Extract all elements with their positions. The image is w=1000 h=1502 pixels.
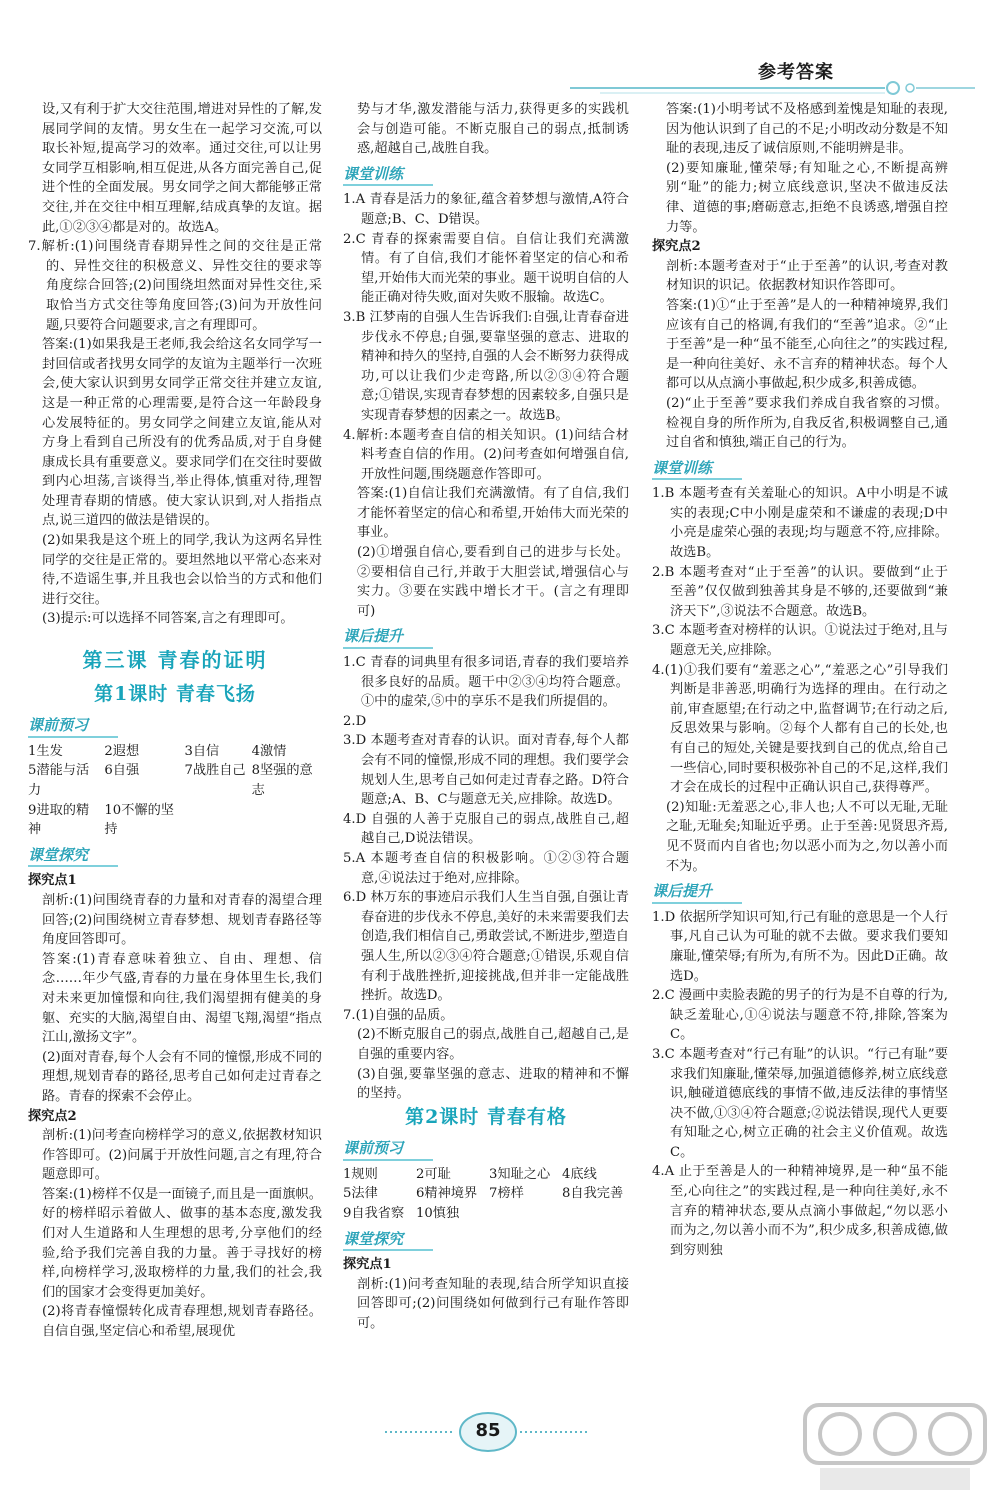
- paragraph: 剖析:(1)问围绕青春的力量和对青春的渴望合理回答;(2)问围绕树立青春梦想、规划青春路径等角度回答即可。: [42, 892, 322, 948]
- paragraph: (3)提示:可以选择不同答案,言之有理即可。: [42, 611, 294, 627]
- paragraph: 答案:(1)①“止于至善”是人的一种精神境界,我们应该有自己的格调,有我们的“至善”追求。②“止于至善”是一种“虽不能至,心向往之”的实践过程,是一种向往美好、永不言弃的精神状态。每个人都可以从点滴小事做起,积少成多,积善成德。: [666, 297, 948, 392]
- watermark-stamp-icon: [800, 1400, 990, 1495]
- paragraph: 4.A 止于至善是人的一种精神境界,是一种“虽不能至,心向往之”的实践过程,是一种向往美好,永不言弃的精神状态,要从点滴小事做起,“勿以恶小而为之,勿以善小而不为”,积少成多,积善成德,做到穷则独: [652, 1164, 948, 1258]
- paragraph: 2.D: [343, 713, 367, 729]
- column-2: [343, 100, 629, 1334]
- paragraph: 答案:(1)小明考试不及格感到羞愧是知耻的表现,因为他认识到了自己的不足;小明改动分数是不知耻的表现,违反了诚信原则,不能明辨是非。: [666, 102, 948, 157]
- header-title: 参考答案: [758, 62, 834, 83]
- preview-item: 3知耻之心: [489, 1166, 551, 1182]
- paragraph: 4.(1)①我们要有“羞恶之心”,“羞恶之心”引导我们判断是非善恶,明确行为选择的理由。在行动之前,审查愿望;在行动之中,监督调节;在行动之后,反思效果与影响。②每个人都有自己的长处,也有自己的短处,关键是要找到自己的优点,给自己一些信心,同时要积极弥补自己的不足,这样,我们才会在成长的过程中正确认识自己,获得尊严。: [652, 662, 948, 796]
- lesson-title: 第三课 青春的证明: [82, 648, 268, 673]
- section-heading: 课前预习: [343, 1139, 433, 1161]
- preview-item: 4底线: [562, 1166, 597, 1182]
- page-number: 85: [475, 1420, 501, 1441]
- paragraph: (2)要知廉耻,懂荣辱;有知耻之心,不断提高辨别“耻”的能力;树立底线意识,坚决不做违反法律、道德的事;磨砺意志,拒绝不良诱惑,增强自控力等。: [666, 160, 948, 235]
- watermark-logo: [800, 1400, 990, 1495]
- section-heading: 课后提升: [343, 627, 433, 649]
- period-title: 第1课时 青春飞扬: [94, 682, 256, 705]
- paragraph: 答案:(1)青春意味着独立、自由、理想、信念……年少气盛,青春的力量在身体里生长,我们对未来更加憧憬和向往,我们渴望拥有健美的身躯、充实的大脑,渴望自由、渴望飞翔,渴望“指点江山,激扬文字”。: [42, 951, 322, 1046]
- paragraph: 剖析:(1)问考查向榜样学习的意义,依据教材知识作答即可。(2)问属于开放性问题,言之有理,符合题意即可。: [42, 1128, 322, 1183]
- preview-item: 3自信: [184, 743, 220, 759]
- paragraph: 4.D 自强的人善于克服自己的弱点,战胜自己,超越自己,D说法错误。: [343, 811, 629, 847]
- paragraph: 答案:(1)自信让我们充满激情。有了自信,我们才能怀着坚定的信心和希望,开始伟大而光荣的事业。: [357, 486, 629, 541]
- preview-item: 5潜能与活力: [28, 763, 90, 798]
- paragraph: 2.B 本题考查对“止于至善”的认识。要做到“止于至善”仅仅做到独善其身是不够的,还要做到“兼济天下”,③说法不合题意。故选B。: [652, 564, 948, 619]
- section-heading: 课后提升: [652, 882, 742, 904]
- paragraph: 3.C 本题考查对“行己有耻”的认识。“行己有耻”要求我们知廉耻,懂荣辱,加强道德修养,树立底线意识,触碰道德底线的事情不做,违反法律的事情坚决不做,①③④符合题意;②说法错误,现代人更要有知耻之心,树立正确的社会主义价值观。故选C。: [652, 1046, 948, 1160]
- preview-item: 8坚强的意志: [251, 763, 313, 798]
- preview-item: 1规则: [343, 1166, 378, 1182]
- paragraph: (2)①增强自信心,要看到自己的进步与长处。②要相信自己行,并敢于大胆尝试,增强信心与实力。③要在实践中增长才干。(言之有理即可): [357, 545, 629, 619]
- paragraph: 7.解析:(1)问围绕青春期异性之间的交往是正常的、异性交往的积极意义、异性交往的要求等角度综合回答;(2)问围绕坦然面对异性交往,采取恰当方式交往等角度回答;(3)问为开放性问题,只要符合问题要求,言之有理即可。: [28, 239, 322, 333]
- paragraph: 7.(1)自强的品质。: [343, 1007, 454, 1023]
- preview-item: 10不懈的坚持: [104, 802, 174, 838]
- paragraph: (2)不断克服自己的弱点,战胜自己,超越自己,是自强的重要内容。: [357, 1027, 629, 1062]
- preview-item: 4激情: [251, 743, 287, 759]
- preview-item: 2遐想: [104, 743, 140, 759]
- section-heading: 课前预习: [28, 716, 118, 738]
- preview-answers: [28, 742, 322, 840]
- paragraph: 探究点2: [652, 239, 701, 255]
- paragraph: 2.C 漫画中卖脸表跪的男子的行为是不自尊的行为,缺乏羞耻心,①④说法与题意不符,排除,答案为C。: [652, 988, 948, 1043]
- paragraph: 4.解析:本题考查自信的相关知识。(1)问结合材料考查自信的作用。(2)问考查如何增强自信,开放性问题,围绕题意作答即可。: [343, 427, 629, 482]
- paragraph: (3)自强,要靠坚强的意志、进取的精神和不懈的坚持。: [357, 1066, 629, 1102]
- column-3: [652, 100, 948, 1260]
- paragraph: 6.D 林万东的事迹启示我们人生当自强,自强让青春奋进的步伐永不停息,美好的未来需要我们去创造,我们相信自己,勇敢尝试,不断进步,塑造自强人生,所以②③④符合题意;①错误,乐观自信有利于战胜挫折,迎接挑战,但并非一定能战胜挫折。故选D。: [343, 890, 629, 1004]
- paragraph: (2)“止于至善”要求我们养成自我省察的习惯。检视自身的所作所为,自我反省,积极调整自己,通过自省和慎独,端正自己的行为。: [666, 395, 948, 451]
- paragraph: 剖析:本题考查对于“止于至善”的认识,考查对教材知识的识记。依据教材知识作答即可。: [666, 258, 948, 294]
- paragraph: 答案:(1)如果我是王老师,我会给这名女同学写一封回信或者找男女同学的友谊为主题举行一次班会,使大家认识到男女同学正常交往并建立友谊,这是一种正常的心理需要,是符合这一年龄段身心发展特征的。男女同学之间建立友谊,能从对方身上看到自己所没有的优秀品质,对于自身健康成长具有重要意义。要求同学们在交往时要做到内心坦荡,言谈得当,举止得体,慎重对待,理智处理青春期的情感。使大家认识到,对人指指点点,说三道四的做法是错误的。: [42, 337, 322, 529]
- paragraph: 1.D 依据所学知识可知,行己有耻的意思是一个人行事,凡自己认为可耻的就不去做。要求我们要知廉耻,懂荣辱;有所为,有所不为。因此D正确。故选D。: [652, 909, 948, 984]
- paragraph: 答案:(1)榜样不仅是一面镜子,而且是一面旗帜。好的榜样昭示着做人、做事的基本态度,激发我们对人生道路和人生理想的思考,分享他们的经验,给予我们完善自我的力量。善于寻找好的榜样,向榜样学习,汲取榜样的力量,我们的社会,我们的国家才会变得更加美好。: [42, 1186, 322, 1300]
- paragraph: (2)将青春憧憬转化成青春理想,规划青春路径。自信自强,坚定信心和希望,展现优: [42, 1304, 322, 1340]
- period-title: 第2课时 青春有格: [405, 1105, 567, 1128]
- preview-answers: [343, 1165, 629, 1224]
- paragraph: (2)如果我是这个班上的同学,我认为这两名异性同学的交往是正常的。要坦然地以平常心态来对待,不造谣生事,并且我也会以恰当的方式和他们进行交往。: [42, 533, 322, 607]
- preview-item: 7战胜自己: [184, 763, 246, 779]
- paragraph: 1.B 本题考查有关羞耻心的知识。A中小明是不诚实的表现;C中小刚是虚荣和不谦虚的表现;D中小亮是虚荣心强的表现;均与题意不符,应排除。故选B。: [652, 486, 948, 561]
- paragraph: 1.A 青春是活力的象征,蕴含着梦想与激情,A符合题意;B、C、D错误。: [343, 192, 629, 227]
- paragraph: 2.C 青春的探索需要自信。自信让我们充满激情。有了自信,我们才能怀着坚定的信心和希望,开始伟大而光荣的事业。题干说明自信的人能正确对待失败,面对失败不服输。故选C。: [343, 231, 629, 306]
- preview-item: 7榜样: [489, 1186, 524, 1202]
- column-1: [28, 100, 322, 1342]
- paragraph: 探究点2: [28, 1108, 77, 1124]
- paragraph: 5.A 本题考查自信的积极影响。①②③符合题意,④说法过于绝对,应排除。: [343, 850, 629, 886]
- paragraph: 势与才华,激发潜能与活力,获得更多的实践机会与创造可能。不断克服自己的弱点,抵制诱惑,超越自己,战胜自我。: [357, 102, 629, 157]
- paragraph: 探究点1: [343, 1257, 392, 1273]
- section-heading: 课堂训练: [343, 165, 433, 187]
- paragraph: (2)知耻:无羞恶之心,非人也;人不可以无耻,无耻之耻,无耻矣;知耻近乎勇。止于至善:见贤思齐焉,见不贤而内自省也;勿以恶小而为之,勿以善小而不为。: [666, 799, 948, 874]
- paragraph: 3.D 本题考查对青春的认识。面对青春,每个人都会有不同的憧憬,形成不同的理想。我们要学会规划人生,思考自己如何走过青春之路。D符合题意;A、B、C与题意无关,应排除。故选D。: [343, 733, 629, 808]
- preview-item: 6自强: [104, 763, 140, 779]
- section-heading: 课堂探究: [343, 1230, 433, 1252]
- preview-item: 2可耻: [416, 1166, 451, 1182]
- preview-item: 6精神境界: [416, 1186, 478, 1202]
- section-heading: 课堂训练: [652, 459, 742, 481]
- preview-item: 9进取的精神: [28, 802, 90, 838]
- page-header: [0, 0, 1000, 110]
- preview-item: 10慎独: [416, 1206, 460, 1222]
- paragraph: 设,又有利于扩大交往范围,增进对异性的了解,发展同学间的友情。男女生在一起学习交流,可以取长补短,提高学习的效率。通过交往,可以让男女同学互相影响,相互促进,从各方面完善自己,促进个性的全面发展。男女同学之间大都能够正常交往,并在交往中相互理解,结成真挚的友谊。据此,①②③④都是对的。故选A。: [42, 102, 322, 235]
- paragraph: 3.C 本题考查对榜样的认识。①说法过于绝对,且与题意无关,应排除。: [652, 623, 948, 659]
- paragraph: 剖析:(1)问考查知耻的表现,结合所学知识直接回答即可;(2)问围绕如何做到行己有耻作答即可。: [357, 1276, 629, 1332]
- paragraph: 探究点1: [28, 873, 77, 889]
- preview-item: 1生发: [28, 743, 63, 759]
- header-ornament: [0, 0, 1000, 110]
- preview-item: 9自我省察: [343, 1206, 405, 1222]
- preview-item: 8自我完善: [562, 1186, 624, 1202]
- preview-item: 5法律: [343, 1186, 378, 1202]
- section-heading: 课堂探究: [28, 846, 118, 868]
- paragraph: (2)面对青春,每个人会有不同的憧憬,形成不同的理想,规划青春的路径,思考自己如何走过青春之路。青春的探索不会停止。: [42, 1049, 322, 1104]
- paragraph: 1.C 青春的词典里有很多词语,青春的我们要培养很多良好的品质。题干中②③④均符合题意。①中的虚荣,⑤中的享乐不是我们所提倡的。: [343, 655, 629, 710]
- paragraph: 3.B 江梦南的自强人生告诉我们:自强,让青春奋进步伐永不停息;自强,要靠坚强的意志、进取的精神和持久的坚持,自强的人会不断努力获得成功,可以让我们少走弯路,所以②③④符合题意;①错误,实现青春梦想的因素较多,自强只是实现青春梦想的因素之一。故选B。: [343, 309, 629, 423]
